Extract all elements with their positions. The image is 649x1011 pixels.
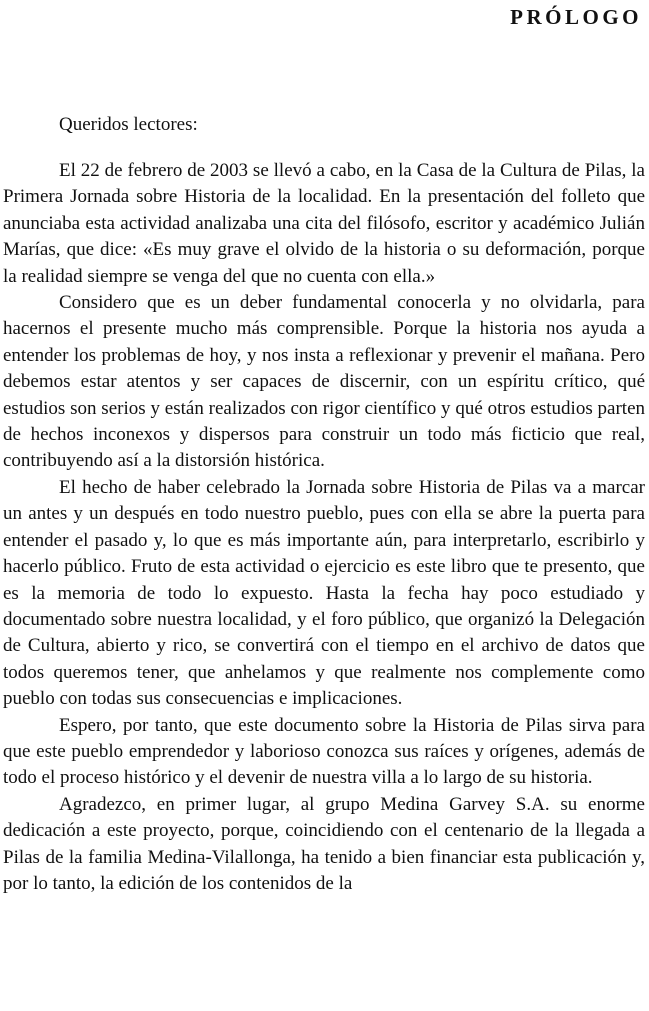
paragraph-1: El 22 de febrero de 2003 se llevó a cabo, en la Casa de la Cultura de Pilas, la Primera Jornada sobre Historia de la localidad. En la presentación del folleto que anunciaba esta actividad analizaba una cita del filósofo, escritor y académico Julián Marías, que dice: «Es muy grave el olvido de la historia o su deformación, porque la realidad siempre se venga del que no cuenta con ella.»: [3, 160, 645, 287]
greeting-line: Queridos lectores:: [59, 114, 198, 135]
paragraph-2: Considero que es un deber fundamental conocerla y no olvidarla, para hacernos el presente mucho más comprensible. Porque la historia nos ayuda a entender los problemas de hoy, y nos insta a reflexionar y prevenir el mañana. Pero debemos estar atentos y ser capaces de discernir, con un espíritu crítico, qué estudios son serios y están realizados con rigor científico y qué otros estudios parten de hechos inconexos y dispersos para construir un todo más ficticio que real, contribuyendo así a la distorsión histórica.: [3, 292, 645, 472]
prologue-body: [3, 114, 645, 897]
page-title: PRÓLOGO: [510, 5, 642, 29]
paragraph-4: Espero, por tanto, que este documento sobre la Historia de Pilas sirva para que este pueblo emprendedor y laborioso conozca sus raíces y orígenes, además de todo el proceso histórico y el devenir de nuestra villa a lo largo de su historia.: [3, 714, 645, 789]
paragraph-3: El hecho de haber celebrado la Jornada sobre Historia de Pilas va a marcar un antes y un después en todo nuestro pueblo, pues con ella se abre la puerta para entender el pasado y, lo que es más importante aún, para interpretarlo, escribirlo y hacerlo público. Fruto de esta actividad o ejercicio es este libro que te presento, que es la memoria de todo lo expuesto. Hasta la fecha hay poco estudiado y documentado sobre nuestra localidad, y el foro público, que organizó la Delegación de Cultura, abierto y rico, se convertirá con el tiempo en el archivo de datos que todos queremos tener, que anhelamos y que realmente nos complemente como pueblo con todas sus consecuencias e implicaciones.: [3, 476, 645, 710]
paragraph-5: Agradezco, en primer lugar, al grupo Medina Garvey S.A. su enorme dedicación a este proyecto, porque, coincidiendo con el centenario de la llegada a Pilas de la familia Medina-Vilallonga, ha tenido a bien financiar esta publicación y, por lo tanto, la edición de los contenidos de la: [3, 793, 645, 894]
